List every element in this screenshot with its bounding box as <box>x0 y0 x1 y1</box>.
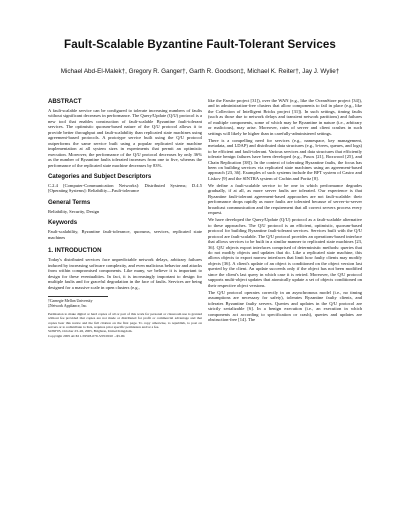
categories-heading: Categories and Subject Descriptors <box>48 172 152 180</box>
introduction-text: Today's distributed services face unpredictable network delays, arbitrary failures induced by increasing software complexity, and even malicious behavior and attacks from within compromised components. Like many, we believe it is important to design for these eventualities. In fact, it is increasingly important to design for multiple faults and for graceful degradation in the face of faults. Services are being designed for a massive scale in open clusters (e.g., <box>48 257 202 290</box>
copyright-line: Copyright 2005 ACM 1-59593-079-5/05/0010 ...$5.00. <box>48 333 126 338</box>
permission-text: Permission to make digital or hard copies of all or part of this work for personal or classroom use is granted without fee provided that copies are not made or distributed for profit or commercial advantage and that copies bear this notice and the full citation on the first page. To copy otherwise, to republish, to post on servers or to redistribute to lists, requires prior specific permission and/or a fee. <box>48 312 202 330</box>
introduction-heading: 1. INTRODUCTION <box>48 247 102 255</box>
body-paragraph: There is a compelling need for services (e.g., namespace, key management, metadata, and LDAP) and distributed data structures (e.g., b-trees, queues, and logs) to be efficient and fault-tolerant. Various services and data structures that efficiently tolerate benign failures have been developed (e.g., Paxos [21], Boxwood [25], and Chain Replication [38]). In the context of tolerating Byzantine faults, the focus has been on building services via replicated state machines using an agreement-based approach [23, 36]. Examples of such systems include the BFT system of Castro and Liskov [9] and the SINTRA system of Cachin and Poritz [8]. <box>208 137 362 181</box>
keywords-text: Fault-scalability, Byzantine fault-tolerance, quorums, services, replicated state machines <box>48 229 202 240</box>
body-paragraph: We have developed the Query/Update (Q/U) protocol as a fault-scalable alternative to these approaches. The Q/U protocol is an efficient, optimistic, quorum-based protocol for building Byzantine fault-tolerant services. Services built with the Q/U protocol are fault-scalable. The Q/U protocol provides an operations-based interface that allows services to be built in a similar manner to replicated state machines [23, 36]. Q/U objects export interfaces comprised of deterministic methods: queries that do not modify objects and updates that do. Like a replicated state machine, this allows objects to export narrow interfaces that limit how faulty clients may modify objects [36]. A client's update of an object is conditioned on the object version last queried by the client. An update succeeds only if the object has not been modified since the client's last query in which case it is retried. Moreover, the Q/U protocol supports multi-object updates that atomically update a set of objects conditioned on their respective object versions. <box>208 217 362 288</box>
paper-title: Fault-Scalable Byzantine Fault-Tolerant Services <box>64 38 336 51</box>
body-paragraph: The Q/U protocol operates correctly in an asynchronous model (i.e., no timing assumptions are necessary for safety), tolerates Byzantine faulty clients, and tolerates Byzantine faulty servers. Queries and updates in the Q/U protocol are strictly serializable [6]. In a benign execution (i.e., an execution in which components act according to specification or crash), queries and updates are obstruction-free [14]. The <box>208 289 362 323</box>
body-paragraph: We define a fault-scalable service to be one in which performance degrades gradually, if at all, as more server faults are tolerated. Our experience is that Byzantine fault-tolerant agreement-based approaches are not fault-scalable: their performance drops rapidly as more faults are tolerated because of server-to-server broadcast communication and the requirement that all correct servers process every request. <box>208 182 362 216</box>
footnote-netapp: ‡Network Appliance, Inc. <box>48 303 88 308</box>
author-list: Michael Abd-El-Malek†, Gregory R. Ganger†, Garth R. Goodson‡, Michael K. Reiter†, Jay J. Wylie† <box>60 68 340 75</box>
venue-line: SOSP'05, October 23–26, 2005, Brighton, United Kingdom. <box>48 329 133 334</box>
affiliation-footnotes <box>48 299 202 308</box>
general-terms-text: Reliability, Security, Design <box>48 208 100 214</box>
footnote-cmu: †Carnegie Mellon University <box>48 298 93 303</box>
categories-text: C.2.4 [Computer-Communication Networks]: Distributed Systems; D.4.5 [Operating Systems]: Reliability—Fault-tolerance <box>48 182 202 194</box>
permission-block <box>48 312 202 338</box>
keywords-heading: Keywords <box>48 219 78 227</box>
left-column <box>48 98 202 338</box>
abstract-heading: ABSTRACT <box>48 98 82 105</box>
right-column <box>208 98 362 324</box>
abstract-text: A fault-scalable service can be configured to tolerate increasing numbers of faults without significant decreases in performance. The Query/Update (Q/U) protocol is a new tool that enables construction of fault-scalable Byzantine fault-tolerant services. The optimistic quorum-based nature of the Q/U protocol allows it to provide better throughput and fault-scalability than replicated state machines using agreement-based protocols. A prototype service built using the Q/U protocol outperforms the same service built using a popular replicated state machine implementation at all system sizes in experiments that permit an optimistic execution. Moreover, the performance of the Q/U protocol decreases by only 36% as the number of Byzantine faults tolerated increases from one to five, whereas the performance of the replicated state machine decreases by 83%. <box>48 108 202 168</box>
body-paragraph: like the Farsite project [31]), over the WAN (e.g., like the OceanStore project [34]), and in administration-free clusters that allow components to fail in place (e.g., like the Collection of Intelligent Bricks project [31]). In such settings, timing faults (such as those due to network delays and transient network partitions) and failures of multiple components, some of which may be Byzantine in nature (i.e., arbitrary or malicious), may arise. Moreover, rates of server and client crashes in such settings will likely be higher than in carefully-administered settings. <box>208 98 362 136</box>
general-terms-heading: General Terms <box>48 198 91 206</box>
footnote-rule <box>48 296 108 297</box>
